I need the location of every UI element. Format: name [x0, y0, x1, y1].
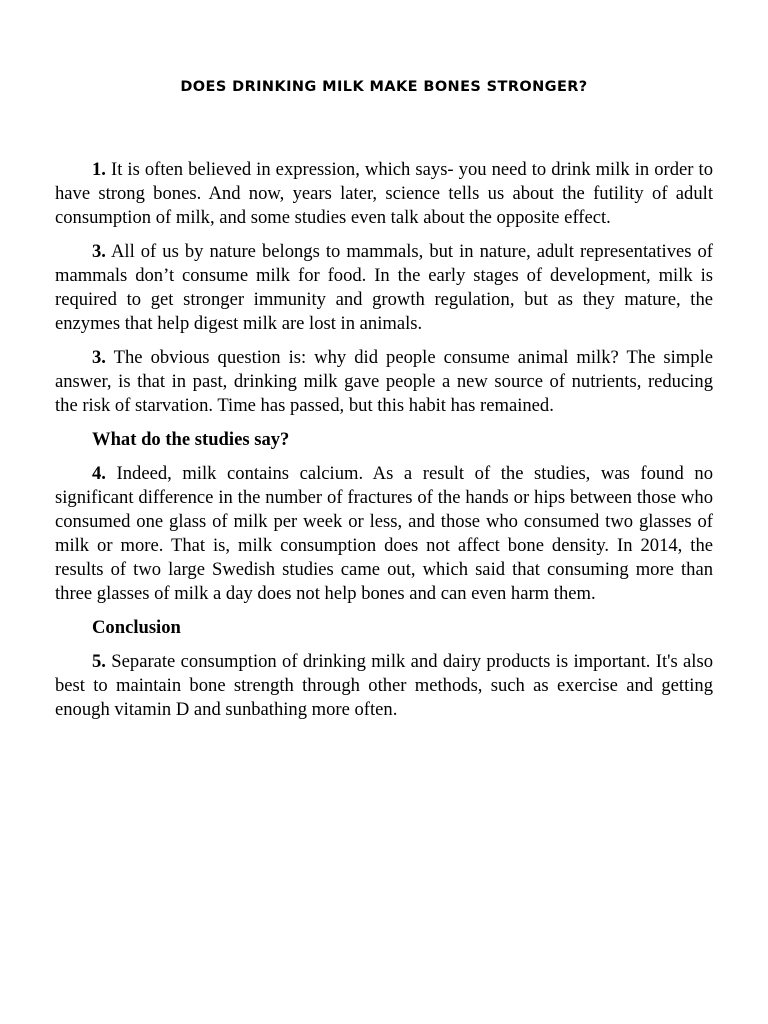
paragraph-4 — [55, 462, 713, 606]
paragraph-text: All of us by nature belongs to mammals, but in nature, adult representatives of mammals don’t consume milk for food. In the early stages of development, milk is required to get stronger immunity and growth regulation, but as they mature, the enzymes that help digest milk are lost in animals. — [55, 241, 714, 334]
paragraph-text: It is often believed in expression, which says- you need to drink milk in order to have strong bones. And now, years later, science tells us about the futility of adult consumption of milk, and some studies even talk about the opposite effect. — [55, 159, 713, 228]
paragraph-text: Indeed, milk contains calcium. As a result of the studies, was found no significant difference in the number of fractures of the hands or hips between those who consumed one glass of milk per week or less, and those who consumed two glasses of milk or more. That is, milk consumption does not affect bone density. In 2014, the results of two large Swedish studies came out, which said that consuming more than three glasses of milk a day does not help bones and can even harm them. — [55, 463, 713, 604]
paragraph-number: 4. — [92, 463, 106, 484]
paragraph-number: 5. — [92, 651, 106, 672]
document-title: DOES DRINKING MILK MAKE BONES STRONGER? — [180, 79, 588, 95]
section-heading-studies: What do the studies say? — [92, 429, 290, 450]
paragraph-number: 3. — [92, 347, 106, 368]
section-heading-conclusion: Conclusion — [92, 617, 181, 638]
document-body — [55, 158, 713, 732]
paragraph-5 — [55, 650, 713, 722]
paragraph-number: 1. — [92, 159, 106, 180]
paragraph-number: 3. — [92, 241, 106, 262]
paragraph-text: Separate consumption of drinking milk and dairy products is important. It's also best to maintain bone strength through other methods, such as exercise and getting enough vitamin D and sunbathing more often. — [55, 651, 713, 720]
paragraph-text: The obvious question is: why did people consume animal milk? The simple answer, is that in past, drinking milk gave people a new source of nutrients, reducing the risk of starvation. Time has passed, but this habit has remained. — [55, 347, 713, 416]
paragraph-1 — [55, 158, 713, 230]
paragraph-3 — [55, 346, 713, 418]
paragraph-2 — [55, 240, 713, 336]
